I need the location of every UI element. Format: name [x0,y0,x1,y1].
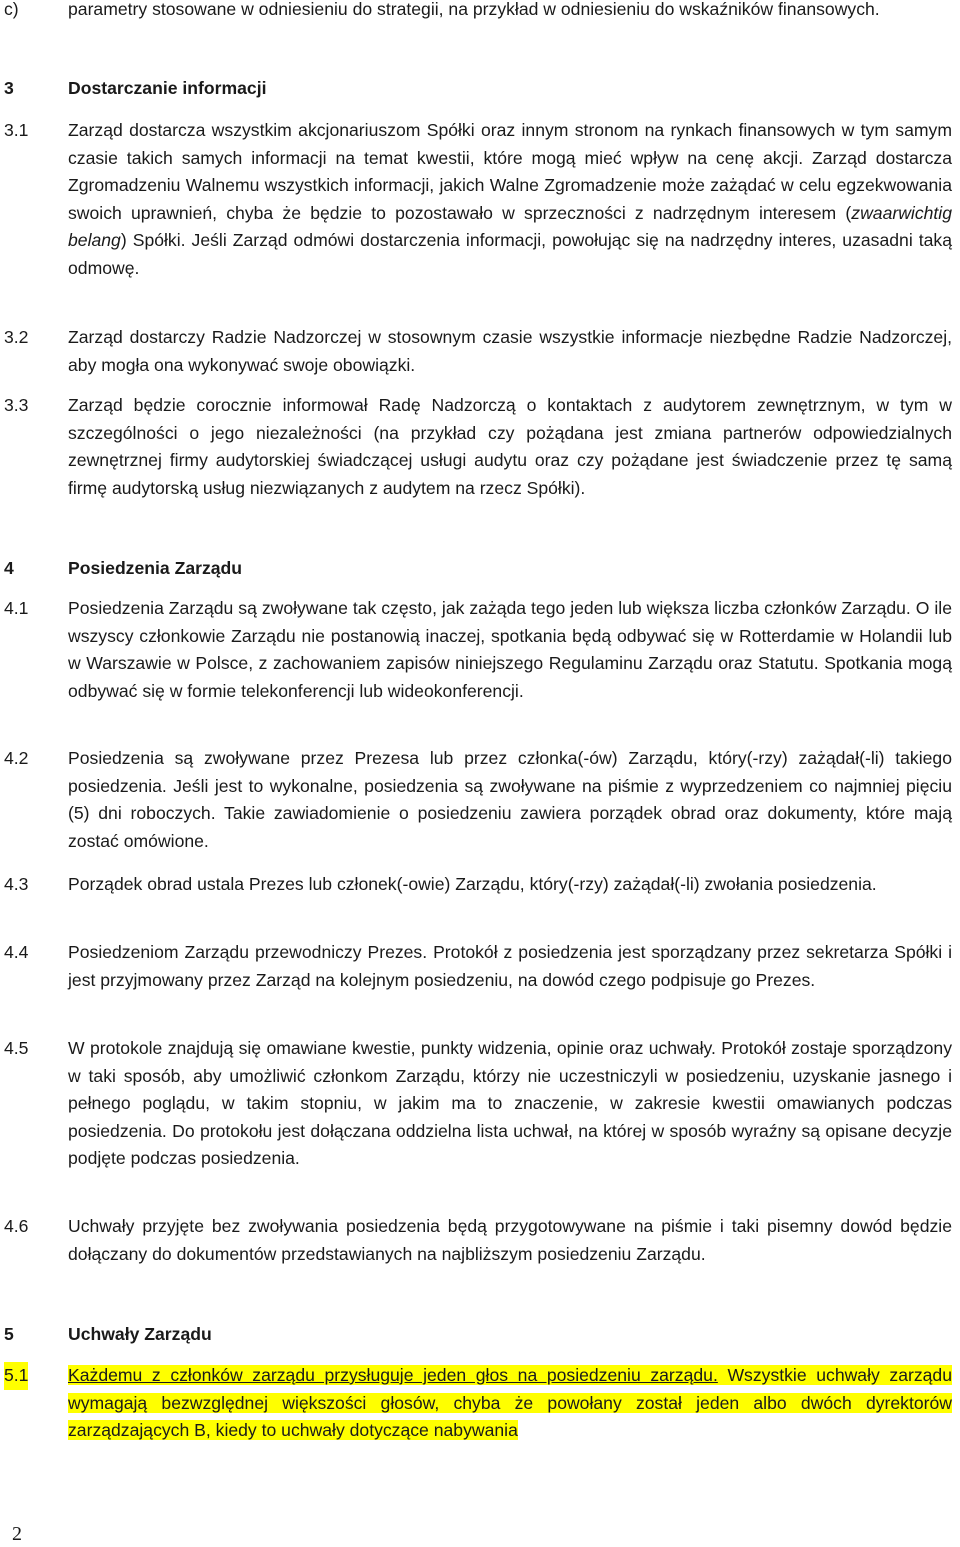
italic-term: zwaarwichtig belang [68,202,952,251]
paragraph-number: 4.5 [4,1038,29,1058]
paragraph-5-1 [4,1362,952,1445]
section-title: Posiedzenia Zarządu [68,558,243,578]
paragraph-3-1 [4,117,952,283]
paragraph-text: Uchwały przyjęte bez zwoływania posiedzenia będą przygotowywane na piśmie i taki pisemny dowód będzie dołączany do dokumentów przedstawianych na najbliższym posiedzeniu Zarządu. [68,1216,952,1264]
paragraph-number: 3.1 [4,120,29,140]
paragraph-3-3 [4,392,952,502]
paragraph-text: Zarząd dostarczy Radzie Nadzorczej w stosownym czasie wszystkie informacje niezbędne Radzie Nadzorczej, aby mogła ona wykonywać swoje obowiązki. [68,327,952,375]
section-heading-4 [4,555,952,583]
paragraph-text: Posiedzeniom Zarządu przewodniczy Prezes. Protokół z posiedzenia jest sporządzany przez sekretarza Spółki i jest przyjmowany przez Zarząd na kolejnym posiedzeniu, na dowód czego podpisuje go Prezes. [68,942,952,990]
section-title: Dostarczanie informacji [68,78,267,98]
paragraph-text: Posiedzenia są zwoływane przez Prezesa lub przez członka(-ów) Zarządu, który(-rzy) zażądał(-li) takiego posiedzenia. Jeśli jest to wykonalne, posiedzenia są zwoływane na piśmie z wyprzedzeniem co najmniej pięciu (5) dni roboczych. Takie zawiadomienie o posiedzeniu zawiera porządek obrad oraz dokumenty, które mają zostać omówione. [68,748,952,851]
highlighted-underlined-text: Każdemu z członków zarządu przysługuje jeden głos na posiedzeniu zarządu. [68,1365,718,1385]
paragraph-number: 4.2 [4,748,29,768]
paragraph-number: 4.4 [4,942,29,962]
section-number: 5 [4,1324,14,1344]
paragraph-4-2 [4,745,952,855]
paragraph-3-2 [4,324,952,379]
paragraph-4-3 [4,871,952,899]
paragraph-text-part: Zarząd dostarcza wszystkim akcjonariuszom Spółki oraz innym stronom na rynkach finansowych w tym samym czasie takich samych informacji na temat kwestii, które mogą mieć wpływ na cenę akcji. Zarząd dostarcza Zgromadzeniu Walnemu wszystkich informacji, jakich Walne Zgromadzenie może zażądać w celu egzekwowania swoich uprawnień, chyba że będzie to pozostawało w sprzeczności z nadrzędnym interesem ( [68,120,952,223]
paragraph-number: 4.1 [4,598,29,618]
paragraph-text: Porządek obrad ustala Prezes lub członek(-owie) Zarządu, który(-rzy) zażądał(-li) zwołania posiedzenia. [68,874,877,894]
paragraph-4-6 [4,1213,952,1268]
paragraph-number: 4.6 [4,1216,29,1236]
paragraph-text-part: ) Spółki. Jeśli Zarząd odmówi dostarczenia informacji, powołując się na nadrzędny interes, uzasadni taką odmowę. [68,230,952,278]
paragraph-number: 3.2 [4,327,29,347]
paragraph-4-4 [4,939,952,994]
paragraph-text [68,1362,952,1445]
page-number: 2 [12,1523,22,1545]
item-text: parametry stosowane w odniesieniu do strategii, na przykład w odniesieniu do wskaźników finansowych. [68,0,880,19]
section-number: 3 [4,78,14,98]
paragraph-text: W protokole znajdują się omawiane kwestie, punkty widzenia, opinie oraz uchwały. Protokół zostaje sporządzony w taki sposób, aby umożliwić członkom Zarządu, którzy nie uczestniczyli w posiedzeniu, uzyskanie jasnego i pełnego poglądu, w takim stopniu, w jakim ma to znaczenie, w zakresie kwestii omawianych podczas posiedzenia. Do protokołu jest dołączana oddzielna lista uchwał, na której w sposób wyraźny są opisane decyzje podjęte podczas posiedzenia. [68,1038,952,1169]
section-title: Uchwały Zarządu [68,1324,212,1344]
item-number: c) [4,0,19,19]
paragraph-number: 4.3 [4,874,29,894]
paragraph-4-1 [4,595,952,705]
highlighted-text: Wszystkie uchwały zarządu wymagają bezwzględnej większości głosów, chyba że powołany został jeden albo dwóch dyrektorów zarządzających B, kiedy to uchwały dotyczące nabywania [68,1365,952,1441]
paragraph-text [68,117,952,283]
paragraph-text: Zarząd będzie corocznie informował Radę Nadzorczą o kontaktach z audytorem zewnętrznym, w tym w szczególności o jego niezależności (na przykład czy pożądana jest zmiana partnerów odpowiedzialnych zewnętrznej firmy audytorskiej świadczącej usługi audytu oraz czy pożądane jest świadczenie przez tę samą firmę audytorską usług niezwiązanych z audytem na rzecz Spółki). [68,395,952,498]
paragraph-4-5 [4,1035,952,1173]
list-item-c [4,0,952,24]
paragraph-text: Posiedzenia Zarządu są zwoływane tak często, jak zażąda tego jeden lub większa liczba członków Zarządu. O ile wszyscy członkowie Zarządu nie postanowią inaczej, spotkania będą odbywać się w Rotterdamie w Holandii lub w Warszawie w Polsce, z zachowaniem zapisów niniejszego Regulaminu Zarządu oraz Statutu. Spotkania mogą odbywać się w formie telekonferencji lub wideokonferencji. [68,598,952,701]
paragraph-number: 3.3 [4,395,29,415]
section-heading-3 [4,75,952,103]
section-number: 4 [4,558,14,578]
section-heading-5 [4,1321,952,1349]
paragraph-number: 5.1 [4,1362,28,1390]
